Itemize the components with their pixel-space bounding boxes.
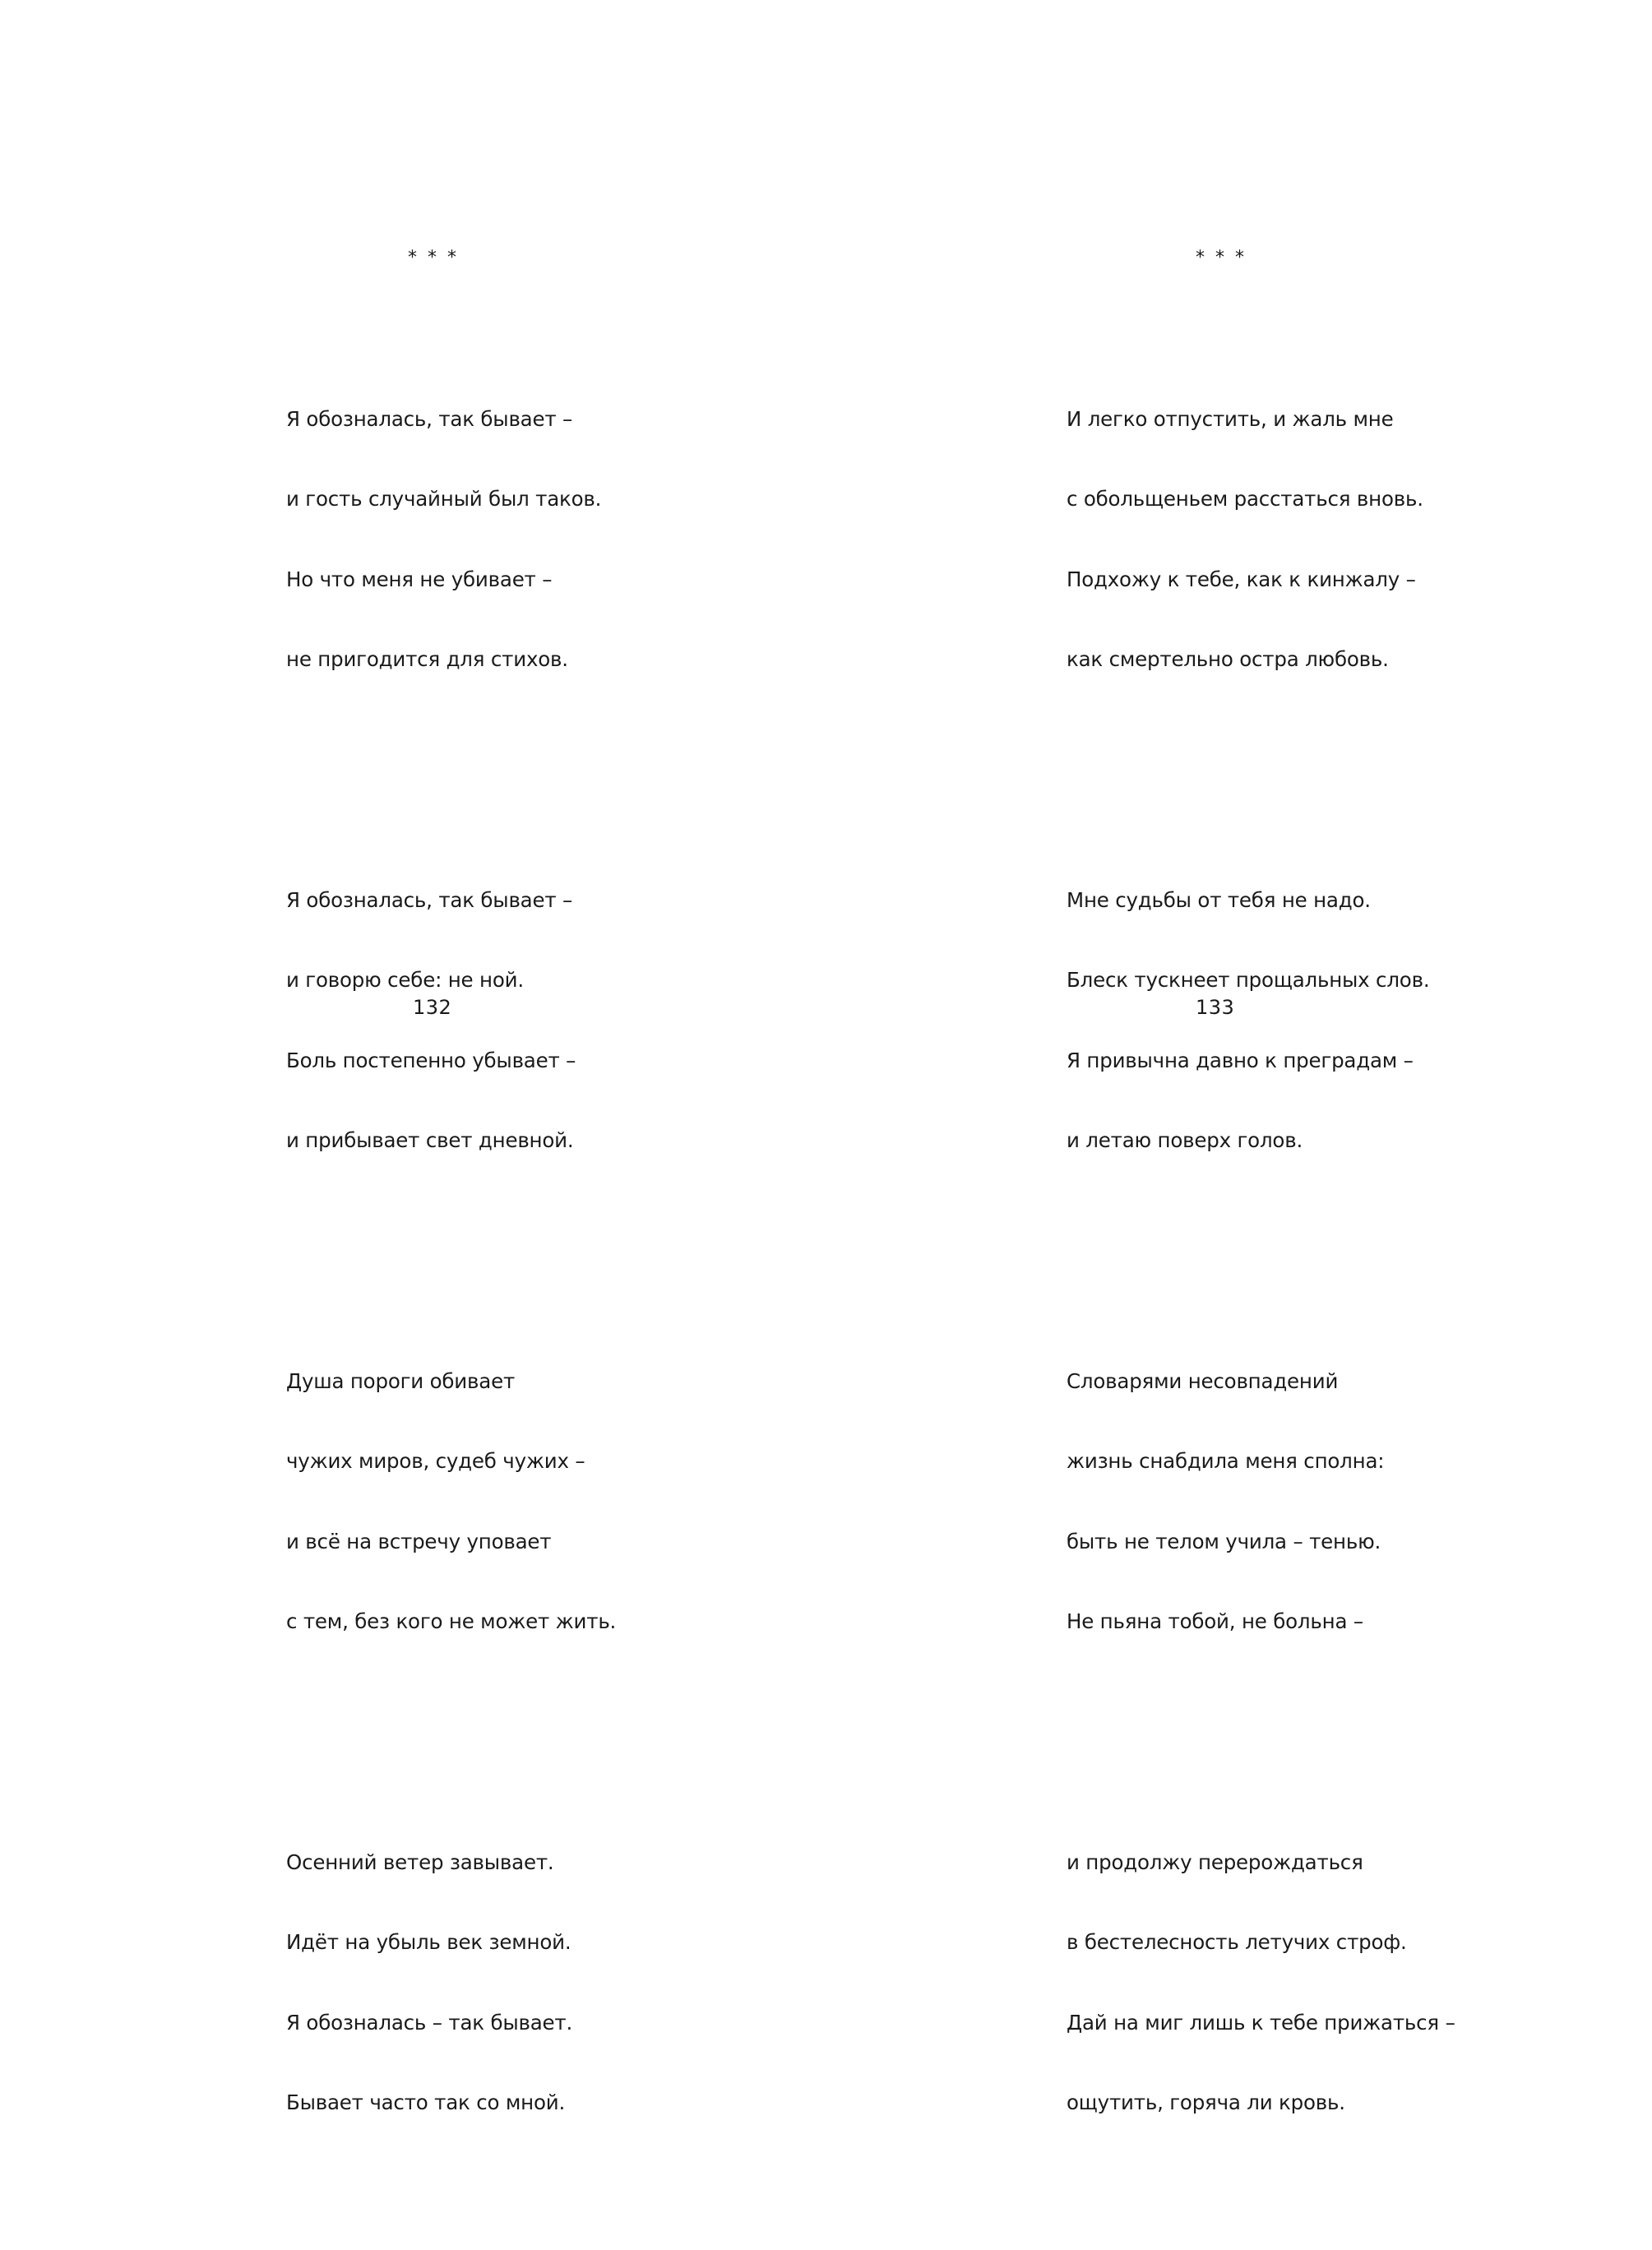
poem-line: Я обозналась, так бывает – [286,406,573,431]
poem-line: в бестелесность летучих строф. [1067,1930,1407,1954]
poem-line: Идёт на убыль век земной. [286,1930,571,1954]
poem-line: Осенний ветер завывает. [286,1850,554,1874]
stanza [286,353,616,727]
page-number: 133 [1196,996,1235,1019]
poem-line: не пригодится для стихов. [286,647,568,671]
poem-right [1067,194,1455,2250]
poem-line: и прибывает свет дневной. [286,1128,574,1152]
poem-line: Боль постепенно убывает – [286,1048,576,1072]
poem-line: и продолжу перерождаться [1067,1850,1363,1874]
poem-line: жизнь снабдила меня сполна: [1067,1449,1385,1473]
left-page [0,0,826,2114]
poem-line: Бывает часто так со мной. [286,2090,566,2114]
poem-line: чужих миров, судеб чужих – [286,1449,585,1473]
poem-line: и гость случайный был таков. [286,487,602,511]
poem-line: Но что меня не убивает – [286,567,553,591]
poem-line: и всё на встречу уповает [286,1529,552,1553]
page-number: 132 [413,996,452,1019]
poem-line: и летаю поверх голов. [1067,1128,1303,1152]
stanza [1067,1315,1455,1689]
poem-line: быть не телом учила – тенью. [1067,1529,1381,1553]
poem-line: Словарями несовпадений [1067,1368,1339,1393]
poem-line: И легко отпустить, и жаль мне [1067,406,1394,431]
poem-line: Я привычна давно к преградам – [1067,1048,1414,1072]
stanza [1067,1796,1455,2170]
stanza [286,1796,616,2170]
stanza [286,1315,616,1689]
poem-line: Не пьяна тобой, не больна – [1067,1609,1363,1633]
stanza [1067,834,1455,1208]
poem-line: Душа пороги обивает [286,1368,516,1393]
poem-line: Я обозналась – так бывает. [286,2010,573,2035]
poem-line: ощутить, горяча ли кровь. [1067,2090,1345,2114]
poem-line: как смертельно остра любовь. [1067,647,1389,671]
poem-line: Я обозналась, так бывает – [286,887,573,912]
poem-line: с обольщеньем расстаться вновь. [1067,487,1423,511]
poem-line: и говорю себе: не ной. [286,968,524,992]
poem-line: Мне судьбы от тебя не надо. [1067,887,1371,912]
poem-line: Блеск тускнеет прощальных слов. [1067,968,1430,992]
poem-left [286,194,616,2250]
section-separator: * * * [408,248,459,268]
stanza [286,834,616,1208]
right-page [826,0,1651,2114]
poem-line: с тем, без кого не может жить. [286,1609,617,1633]
stanza [1067,353,1455,727]
section-separator: * * * [1196,248,1247,268]
poem-line: Подхожу к тебе, как к кинжалу – [1067,567,1416,591]
poem-line: Дай на миг лишь к тебе прижаться – [1067,2010,1455,2035]
